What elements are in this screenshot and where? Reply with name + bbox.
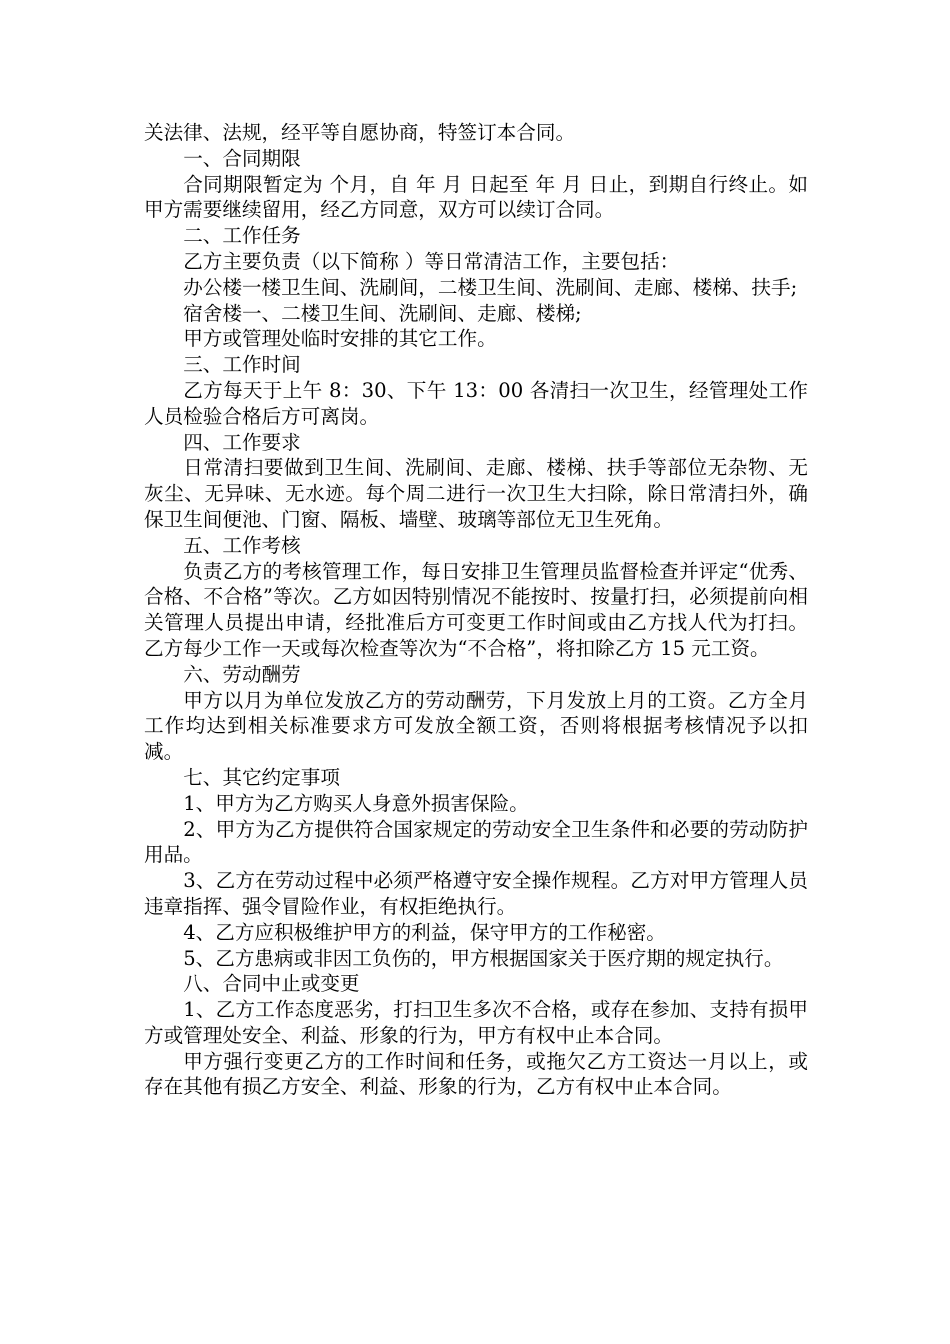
paragraph-pay: 甲方以月为单位发放乙方的劳动酬劳，下月发放上月的工资。乙方全月工作均达到相关标准要求方可发放全额工资，否则将根据考核情况予以扣减。: [144, 688, 808, 764]
clause-other-2: 2、甲方为乙方提供符合国家规定的劳动安全卫生条件和必要的劳动防护用品。: [144, 817, 808, 867]
paragraph-hours: 乙方每天于上午 8：30、下午 13：00 各清扫一次卫生，经管理处工作人员检验合格后方可离岗。: [144, 378, 808, 428]
document-body: [144, 120, 808, 1100]
paragraph-assessment: 负责乙方的考核管理工作，每日安排卫生管理员监督检查并评定“优秀、合格、不合格”等次。乙方如因特别情况不能按时、按量打扫，必须提前向相关管理人员提出申请，经批准后方可变更工作时间或由乙方找人代为打扫。乙方每少工作一天或每次检查等次为“不合格”，将扣除乙方 15 元工资。: [144, 559, 808, 660]
section-heading-hours: 三、工作时间: [183, 353, 301, 377]
clause-other-1: 1、甲方为乙方购买人身意外损害保险。: [183, 791, 529, 815]
paragraph-task-dorm: 宿舍楼一、二楼卫生间、洗刷间、走廊、楼梯;: [183, 301, 582, 325]
section-heading-tasks: 二、工作任务: [183, 224, 301, 248]
section-heading-pay: 六、劳动酬劳: [183, 662, 301, 686]
paragraph-tasks-intro: 乙方主要负责（以下简称 ）等日常清洁工作，主要包括：: [183, 249, 680, 273]
section-heading-requirements: 四、工作要求: [183, 430, 301, 454]
section-heading-other: 七、其它约定事项: [183, 765, 340, 789]
paragraph-term: 合同期限暂定为 个月，自 年 月 日起至 年 月 日止，到期自行终止。如甲方需要继续留用，经乙方同意，双方可以续订合同。: [144, 172, 808, 222]
clause-other-3: 3、乙方在劳动过程中必须严格遵守安全操作规程。乙方对甲方管理人员违章指挥、强令冒险作业，有权拒绝执行。: [144, 869, 808, 918]
section-heading-termination: 八、合同中止或变更: [183, 972, 360, 996]
section-heading-assessment: 五、工作考核: [183, 533, 301, 557]
clause-termination-1: 1、乙方工作态度恶劣，打扫卫生多次不合格，或存在参加、支持有损甲方或管理处安全、利益、形象的行为，甲方有权中止本合同。: [144, 998, 808, 1047]
paragraph-intro-tail: 关法律、法规，经平等自愿协商，特签订本合同。: [144, 121, 576, 144]
clause-termination-2: 甲方强行变更乙方的工作时间和任务，或拖欠乙方工资达一月以上，或存在其他有损乙方安全、利益、形象的行为，乙方有权中止本合同。: [144, 1049, 808, 1099]
paragraph-requirements: 日常清扫要做到卫生间、洗刷间、走廊、楼梯、扶手等部位无杂物、无灰尘、无异味、无水迹。每个周二进行一次卫生大扫除，除日常清扫外，确保卫生间便池、门窗、隔板、墙壁、玻璃等部位无卫生死角。: [144, 456, 808, 531]
paragraph-task-other: 甲方或管理处临时安排的其它工作。: [183, 327, 497, 351]
clause-other-5: 5、乙方患病或非因工负伤的，甲方根据国家关于医疗期的规定执行。: [183, 946, 784, 970]
section-heading-term: 一、合同期限: [183, 146, 301, 170]
paragraph-task-office: 办公楼一楼卫生间、洗刷间，二楼卫生间、洗刷间、走廊、楼梯、扶手;: [183, 275, 798, 299]
clause-other-4: 4、乙方应积极维护甲方的利益，保守甲方的工作秘密。: [183, 920, 666, 944]
